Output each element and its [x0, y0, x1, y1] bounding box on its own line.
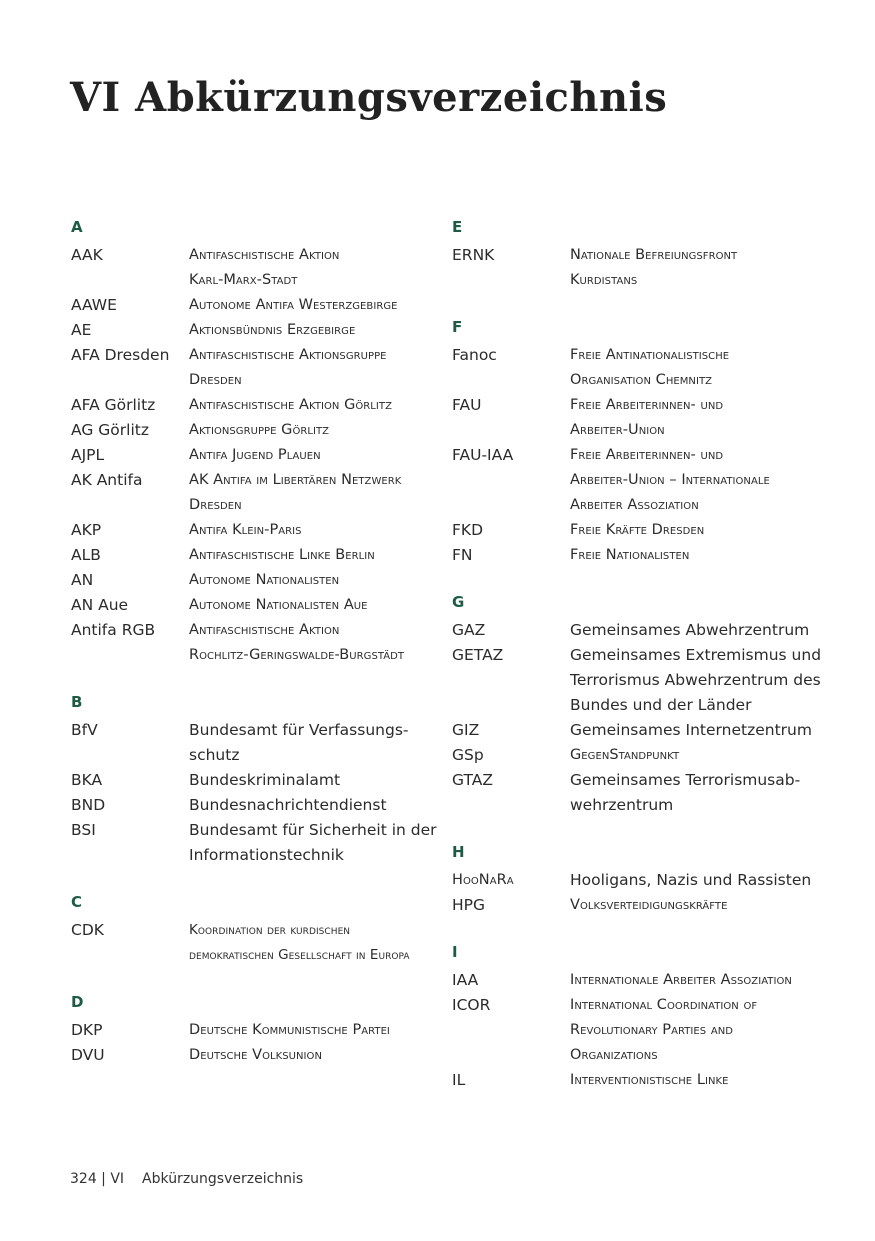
abbreviation-definition	[570, 768, 822, 818]
abbreviation-entry	[71, 468, 441, 518]
abbreviation-term: AAWE	[71, 296, 117, 314]
abbreviation-entry	[452, 543, 822, 568]
abbreviation-definition	[570, 743, 822, 768]
definition-line: Freie Nationalisten	[570, 547, 690, 563]
abbreviation-entry	[71, 718, 441, 768]
abbreviation-entry	[71, 618, 441, 668]
abbreviation-definition	[570, 868, 822, 893]
abbreviation-entry	[71, 918, 441, 968]
abbreviation-definition	[189, 918, 441, 968]
abbreviation-entry	[452, 643, 822, 718]
abbreviation-term: HPG	[452, 896, 486, 914]
abbreviation-entry	[71, 768, 441, 793]
definition-line: Koordination der kurdischen	[189, 922, 351, 938]
abbreviation-entry	[71, 568, 441, 593]
abbreviation-definition	[189, 818, 441, 868]
definition-line: Bundesnachrichtendienst	[189, 796, 387, 814]
section-letter-heading: A	[71, 218, 83, 236]
abbreviation-term: AE	[71, 321, 92, 339]
abbreviation-term: GAZ	[452, 621, 486, 639]
abbreviation-term: FKD	[452, 521, 484, 539]
abbreviation-term: AAK	[71, 246, 103, 264]
definition-line: Volksverteidigungskräfte	[570, 897, 728, 913]
footer-page-number: 324 | VI	[70, 1171, 125, 1187]
abbreviation-entry	[71, 343, 441, 393]
abbreviation-entry	[71, 393, 441, 418]
abbreviation-term: BfV	[71, 721, 98, 739]
abbreviation-definition	[189, 793, 441, 818]
definition-line: Bundesamt für Verfassungs-	[189, 721, 409, 739]
abbreviation-entry	[452, 518, 822, 543]
abbreviation-entry	[71, 243, 441, 293]
definition-line: Freie Antinationalistische	[570, 347, 730, 363]
section-letter-heading: G	[452, 593, 465, 611]
abbreviation-definition	[570, 343, 822, 393]
definition-line: Internationale Arbeiter Assoziation	[570, 972, 792, 988]
definition-line: Organizations	[570, 1047, 658, 1063]
abbreviation-definition	[570, 243, 822, 293]
abbreviation-definition	[189, 468, 441, 518]
abbreviation-entry	[452, 1068, 822, 1093]
definition-line: wehrzentrum	[570, 796, 674, 814]
definition-line: Antifaschistische Linke Berlin	[189, 547, 375, 563]
definition-line: Karl-Marx-Stadt	[189, 272, 298, 288]
abbreviation-entry	[452, 868, 822, 893]
abbreviation-column-right	[452, 218, 822, 1093]
abbreviation-definition	[189, 318, 441, 343]
abbreviation-entry	[71, 1018, 441, 1043]
definition-line: Freie Arbeiterinnen- und	[570, 447, 724, 463]
abbreviation-entry	[71, 518, 441, 543]
definition-line: GegenStandpunkt	[570, 747, 680, 763]
page-footer	[70, 1171, 303, 1187]
abbreviation-entry	[452, 968, 822, 993]
definition-line: Revolutionary Parties and	[570, 1022, 734, 1038]
abbreviation-definition	[189, 1043, 441, 1068]
abbreviation-term: GSp	[452, 746, 484, 764]
definition-line: International Coordination of	[570, 997, 758, 1013]
abbreviation-term: ICOR	[452, 996, 491, 1014]
spacer	[71, 868, 441, 893]
abbreviation-entry	[452, 743, 822, 768]
definition-line: Antifaschistische Aktionsgruppe	[189, 347, 387, 363]
abbreviation-definition	[570, 993, 822, 1068]
abbreviation-term: HooNaRa	[452, 872, 514, 888]
abbreviation-term: CDK	[71, 921, 104, 939]
abbreviation-term: AG Görlitz	[71, 421, 149, 439]
abbreviation-definition	[189, 443, 441, 468]
abbreviation-definition	[189, 343, 441, 393]
definition-line: Antifaschistische Aktion	[189, 622, 340, 638]
abbreviation-term: DKP	[71, 1021, 103, 1039]
abbreviation-definition	[189, 768, 441, 793]
abbreviation-definition	[570, 443, 822, 518]
abbreviation-definition	[189, 543, 441, 568]
definition-line: Rochlitz-Geringswalde-Burgstädt	[189, 647, 405, 663]
abbreviation-definition	[570, 1068, 822, 1093]
abbreviation-column-left	[71, 218, 441, 1068]
abbreviation-entry	[452, 443, 822, 518]
abbreviation-entry	[452, 243, 822, 293]
definition-line: Antifa Klein-Paris	[189, 522, 302, 538]
abbreviation-definition	[189, 518, 441, 543]
abbreviation-definition	[189, 618, 441, 668]
abbreviation-definition	[189, 1018, 441, 1043]
abbreviation-term: AFA Görlitz	[71, 396, 156, 414]
abbreviation-term: GIZ	[452, 721, 480, 739]
definition-line: Arbeiter-Union	[570, 422, 665, 438]
section-letter-heading: H	[452, 843, 465, 861]
abbreviation-definition	[570, 543, 822, 568]
definition-line: Antifa Jugend Plauen	[189, 447, 321, 463]
abbreviation-term: FN	[452, 546, 473, 564]
abbreviation-entry	[71, 443, 441, 468]
abbreviation-definition	[189, 718, 441, 768]
section-letter-heading: E	[452, 218, 463, 236]
abbreviation-entry	[71, 1043, 441, 1068]
definition-line: Deutsche Kommunistische Partei	[189, 1022, 390, 1038]
definition-line: Gemeinsames Terrorismusab-	[570, 771, 801, 789]
section-letter-heading: F	[452, 318, 463, 336]
abbreviation-term: GTAZ	[452, 771, 493, 789]
abbreviation-entry	[71, 318, 441, 343]
abbreviation-definition	[570, 718, 822, 743]
definition-line: Deutsche Volksunion	[189, 1047, 323, 1063]
definition-line: Autonome Nationalisten Aue	[189, 597, 368, 613]
abbreviation-entry	[452, 393, 822, 443]
abbreviation-definition	[189, 243, 441, 293]
spacer	[452, 293, 822, 318]
abbreviation-definition	[570, 518, 822, 543]
abbreviation-definition	[570, 643, 822, 718]
abbreviation-entry	[71, 593, 441, 618]
definition-line: Antifaschistische Aktion	[189, 247, 340, 263]
definition-line: Interventionistische Linke	[570, 1072, 729, 1088]
abbreviation-term: AJPL	[71, 446, 105, 464]
abbreviation-term: IL	[452, 1071, 466, 1089]
abbreviation-entry	[452, 718, 822, 743]
abbreviation-term: AK Antifa	[71, 471, 143, 489]
abbreviation-entry	[452, 768, 822, 818]
footer-title: Abkürzungsverzeichnis	[142, 1171, 304, 1187]
definition-line: Autonome Antifa Westerzgebirge	[189, 297, 398, 313]
definition-line: demokratischen Gesellschaft in Europa	[189, 947, 410, 963]
abbreviation-entry	[71, 793, 441, 818]
definition-line: Dresden	[189, 372, 242, 388]
abbreviation-term: ALB	[71, 546, 101, 564]
definition-line: Organisation Chemnitz	[570, 372, 713, 388]
definition-line: Kurdistans	[570, 272, 638, 288]
abbreviation-definition	[570, 968, 822, 993]
definition-line: Freie Arbeiterinnen- und	[570, 397, 724, 413]
abbreviation-definition	[570, 893, 822, 918]
spacer	[71, 668, 441, 693]
abbreviation-term: AN	[71, 571, 94, 589]
abbreviation-term: ERNK	[452, 246, 495, 264]
definition-line: schutz	[189, 746, 240, 764]
abbreviation-term: GETAZ	[452, 646, 504, 664]
abbreviation-entry	[71, 293, 441, 318]
abbreviation-definition	[189, 393, 441, 418]
abbreviation-entry	[71, 418, 441, 443]
section-letter-heading: I	[452, 943, 458, 961]
definition-line: Gemeinsames Extremismus und	[570, 646, 822, 664]
spacer	[452, 568, 822, 593]
definition-line: Bundeskriminalamt	[189, 771, 341, 789]
abbreviation-term: AN Aue	[71, 596, 129, 614]
spacer	[452, 918, 822, 943]
definition-line: Hooligans, Nazis und Rassisten	[570, 871, 812, 889]
section-letter-heading: C	[71, 893, 83, 911]
definition-line: Arbeiter Assoziation	[570, 497, 699, 513]
definition-line: Nationale Befreiungsfront	[570, 247, 738, 263]
definition-line: Autonome Nationalisten	[189, 572, 340, 588]
definition-line: Aktionsgruppe Görlitz	[189, 422, 330, 438]
definition-line: Freie Kräfte Dresden	[570, 522, 705, 538]
abbreviation-term: IAA	[452, 971, 479, 989]
section-letter-heading: D	[71, 993, 84, 1011]
definition-line: Dresden	[189, 497, 242, 513]
abbreviation-term: BKA	[71, 771, 103, 789]
definition-line: Antifaschistische Aktion Görlitz	[189, 397, 392, 413]
abbreviation-term: BND	[71, 796, 106, 814]
abbreviation-definition	[570, 618, 822, 643]
definition-line: Arbeiter-Union – Internationale	[570, 472, 770, 488]
definition-line: Gemeinsames Internetzentrum	[570, 721, 812, 739]
abbreviation-entry	[452, 343, 822, 393]
definition-line: AK Antifa im Libertären Netzwerk	[189, 472, 402, 488]
definition-line: Bundes und der Länder	[570, 696, 752, 714]
abbreviation-term: FAU-IAA	[452, 446, 514, 464]
abbreviation-term: BSI	[71, 821, 96, 839]
abbreviation-term: AKP	[71, 521, 102, 539]
abbreviation-term: DVU	[71, 1046, 105, 1064]
abbreviation-term: Antifa RGB	[71, 621, 156, 639]
abbreviation-term: FAU	[452, 396, 482, 414]
abbreviation-entry	[452, 893, 822, 918]
abbreviation-definition	[189, 293, 441, 318]
definition-line: Gemeinsames Abwehrzentrum	[570, 621, 810, 639]
page-title: VI Abkürzungsverzeichnis	[70, 74, 668, 121]
definition-line: Informationstechnik	[189, 846, 344, 864]
abbreviation-definition	[189, 418, 441, 443]
definition-line: Bundesamt für Sicherheit in der	[189, 821, 437, 839]
abbreviation-term: AFA Dresden	[71, 346, 170, 364]
abbreviation-entry	[71, 543, 441, 568]
definition-line: Aktionsbündnis Erzgebirge	[189, 322, 356, 338]
spacer	[71, 968, 441, 993]
abbreviation-term: Fanoc	[452, 346, 497, 364]
abbreviation-entry	[452, 993, 822, 1068]
abbreviation-definition	[189, 568, 441, 593]
abbreviation-entry	[71, 818, 441, 868]
abbreviation-entry	[452, 618, 822, 643]
abbreviation-definition	[189, 593, 441, 618]
section-letter-heading: B	[71, 693, 83, 711]
abbreviation-definition	[570, 393, 822, 443]
definition-line: Terrorismus Abwehrzentrum des	[570, 671, 821, 689]
spacer	[452, 818, 822, 843]
